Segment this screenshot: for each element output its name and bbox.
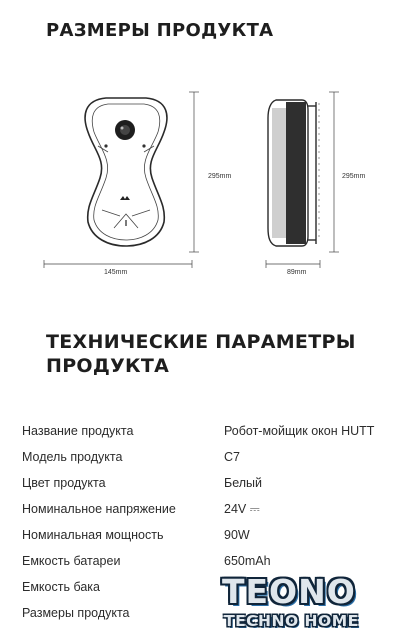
spec-row <box>22 424 407 450</box>
logo-sub-text: TECHNO HOME <box>224 612 359 630</box>
spec-label: Модель продукта <box>22 450 123 464</box>
spec-row <box>22 528 407 554</box>
specs-title: ТЕХНИЧЕСКИЕ ПАРАМЕТРЫ ПРОДУКТА <box>46 331 356 377</box>
spec-value: 650mAh <box>224 554 271 568</box>
dimensions-title: РАЗМЕРЫ ПРОДУКТА <box>46 20 274 41</box>
spec-value: 24V ⎓ <box>224 502 260 516</box>
spec-row <box>22 502 407 528</box>
spec-value: Белый <box>224 476 263 490</box>
side-height-label: 295mm <box>342 173 366 180</box>
spec-label: Цвет продукта <box>22 476 106 490</box>
spec-value: Робот-мойщик окон HUTT <box>224 424 375 438</box>
logo-main-text: TEONO <box>222 572 356 611</box>
side-depth-label: 89mm <box>287 269 307 276</box>
spec-label: Размеры продукта <box>22 606 130 620</box>
front-width-label: 145mm <box>104 269 128 276</box>
spec-value: 90W <box>224 528 250 542</box>
spec-row <box>22 450 407 476</box>
spec-row <box>22 476 407 502</box>
front-height-label: 295mm <box>208 173 232 180</box>
teono-watermark-logo <box>218 572 410 636</box>
spec-label: Емкость батареи <box>22 554 121 568</box>
spec-label: Название продукта <box>22 424 134 438</box>
spec-label: Емкость бака <box>22 580 100 594</box>
robot-side-view-drawing <box>262 88 342 280</box>
spec-label: Номинальное напряжение <box>22 502 176 516</box>
spec-label: Номинальная мощность <box>22 528 164 542</box>
robot-front-view-drawing <box>36 88 211 280</box>
spec-value: C7 <box>224 450 240 464</box>
